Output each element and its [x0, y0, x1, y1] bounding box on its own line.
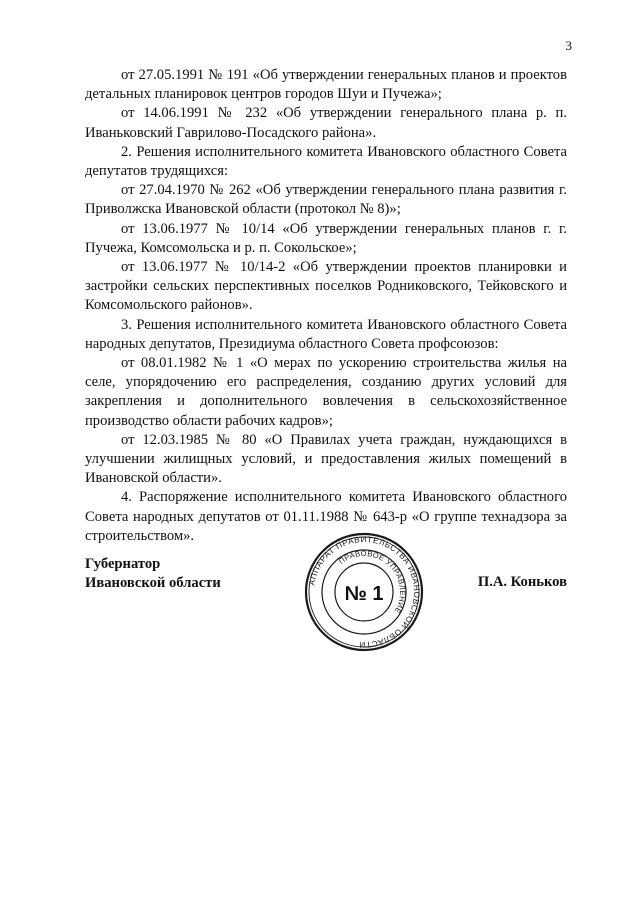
paragraph: от 08.01.1982 № 1 «О мерах по ускорению строительства жилья на селе, упорядочению его распределения, созданию других условий для закрепления и дополнительного вовлечения в сельскохозяйственное производство области рабочих кадров»; [85, 355, 567, 429]
seal-inner-text: ПРАВОВОЕ УПРАВЛЕНИЕ [336, 548, 408, 616]
paragraph: от 27.04.1970 № 262 «Об утверждении генерального плана развития г. Приволжска Ивановской области (протокол № 8)»; [85, 182, 567, 218]
signer-position-line1: Губернатор [85, 556, 161, 572]
paragraph: 2. Решения исполнительного комитета Ивановского областного Совета депутатов трудящихся: [85, 143, 567, 180]
signer-name: П.А. Коньков [477, 574, 567, 590]
paragraph: от 13.06.1977 № 10/14 «Об утверждении генеральных планов г. г. Пучежа, Комсомольска и р. п. Сокольское»; [85, 220, 567, 256]
seal-outer-text: АППАРАТ ПРАВИТЕЛЬСТВА ИВАНОВСКОЙ ОБЛАСТИ [307, 534, 422, 650]
paragraph: от 13.06.1977 № 10/14-2 «Об утверждении проектов планировки и застройки сельских перспективных поселков Родниковского, Тейковского и Комсомольского районов». [85, 259, 567, 314]
paragraph: от 27.05.1991 № 191 «Об утверждении генеральных планов и проектов детальных планировок центров городов Шуи и Пучежа»; [85, 67, 567, 103]
signer-position-line2: Ивановской области [85, 575, 221, 591]
paragraph: от 14.06.1991 № 232 «Об утверждении генерального плана р. п. Иваньковский Гаврилово-Посадского района». [85, 105, 567, 141]
signer-position [85, 555, 221, 593]
page-number: 3 [565, 38, 572, 53]
document-body [85, 66, 567, 546]
paragraph: от 12.03.1985 № 80 «О Правилах учета граждан, нуждающихся в улучшении жилищных условий, и предоставления жилых помещений в Ивановской области». [85, 431, 567, 487]
seal-number: № 1 [344, 583, 384, 605]
signature-block [85, 534, 567, 663]
paragraph: 3. Решения исполнительного комитета Ивановского областного Совета народных депутатов, Президиума областного Совета профсоюзов: [85, 316, 567, 352]
paragraph: 4. Распоряжение исполнительного комитета Ивановского областного Совета народных депутатов от 01.11.1988 № 643-р «О группе технадзора за строительством». [85, 489, 567, 544]
seal-stamp [303, 531, 425, 653]
